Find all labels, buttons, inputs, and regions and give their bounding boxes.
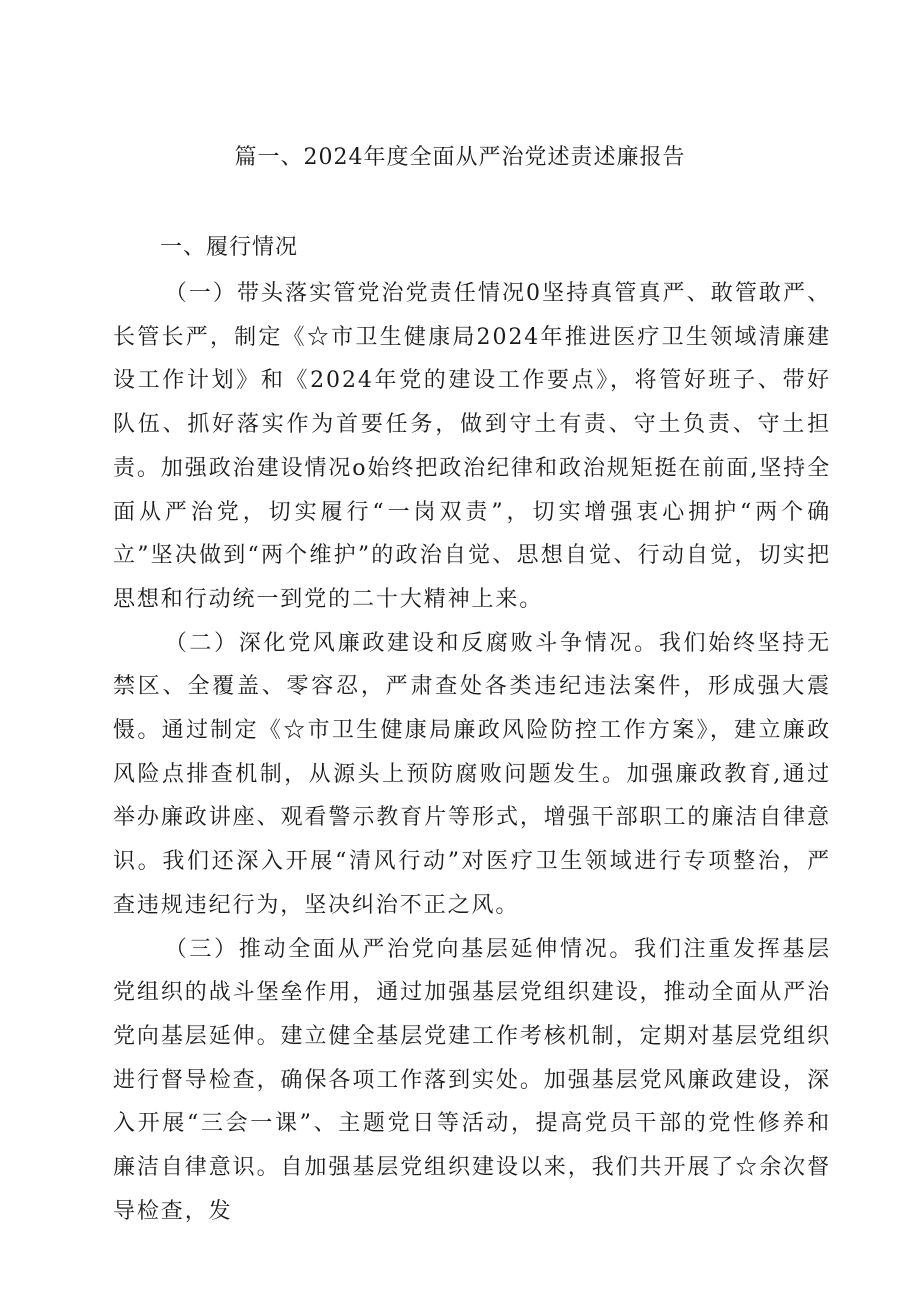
paragraph-2: （二）深化党风廉政建设和反腐败斗争情况。我们始终坚持无禁区、全覆盖、零容忍，严肃查处各类违纪违法案件，形成强大震慑。通过制定《☆市卫生健康局廉政风险防控工作方案》，建立廉政风险点排查机制，从源头上预防腐败问题发生。加强廉政教育,通过举办廉政讲座、观看警示教育片等形式，增强干部职工的廉洁自律意识。我们还深入开展“清风行动”对医疗卫生领域进行专项整治，严查违规违纪行为，坚决纠治不正之风。 (113, 630, 831, 918)
paragraph-1: （一）带头落实管党治党责任情况0坚持真管真严、敢管敢严、长管长严，制定《☆市卫生健康局2024年推进医疗卫生领域清廉建设工作计划》和《2024年党的建设工作要点》，将管好班子、带好队伍、抓好落实作为首要任务，做到守土有责、守土负责、守土担责。加强政治建设情况o始终把政治纪律和政治规矩挺在前面,坚持全面从严治党，切实履行“一岗双责”，切实增强衷心拥护“两个确立”坚决做到“两个维护”的政治自觉、思想自觉、行动自觉，切实把思想和行动统一到党的二十大精神上来。 (113, 281, 831, 612)
document-body (113, 272, 831, 1233)
document-title: 篇一、2024年度全面从严治党述责述廉报告 (234, 145, 686, 170)
section-heading: 一、履行情况 (160, 235, 299, 260)
paragraph-3: （三）推动全面从严治党向基层延伸情况。我们注重发挥基层党组织的战斗堡垒作用，通过加强基层党组织建设，推动全面从严治党向基层延伸。建立健全基层党建工作考核机制，定期对基层党组织进行督导检查，确保各项工作落到实处。加强基层党风廉政建设，深入开展“三会一课”、主题党日等活动，提高党员干部的党性修养和廉洁自律意识。自加强基层党组织建设以来，我们共开展了☆余次督导检查，发 (113, 936, 831, 1224)
